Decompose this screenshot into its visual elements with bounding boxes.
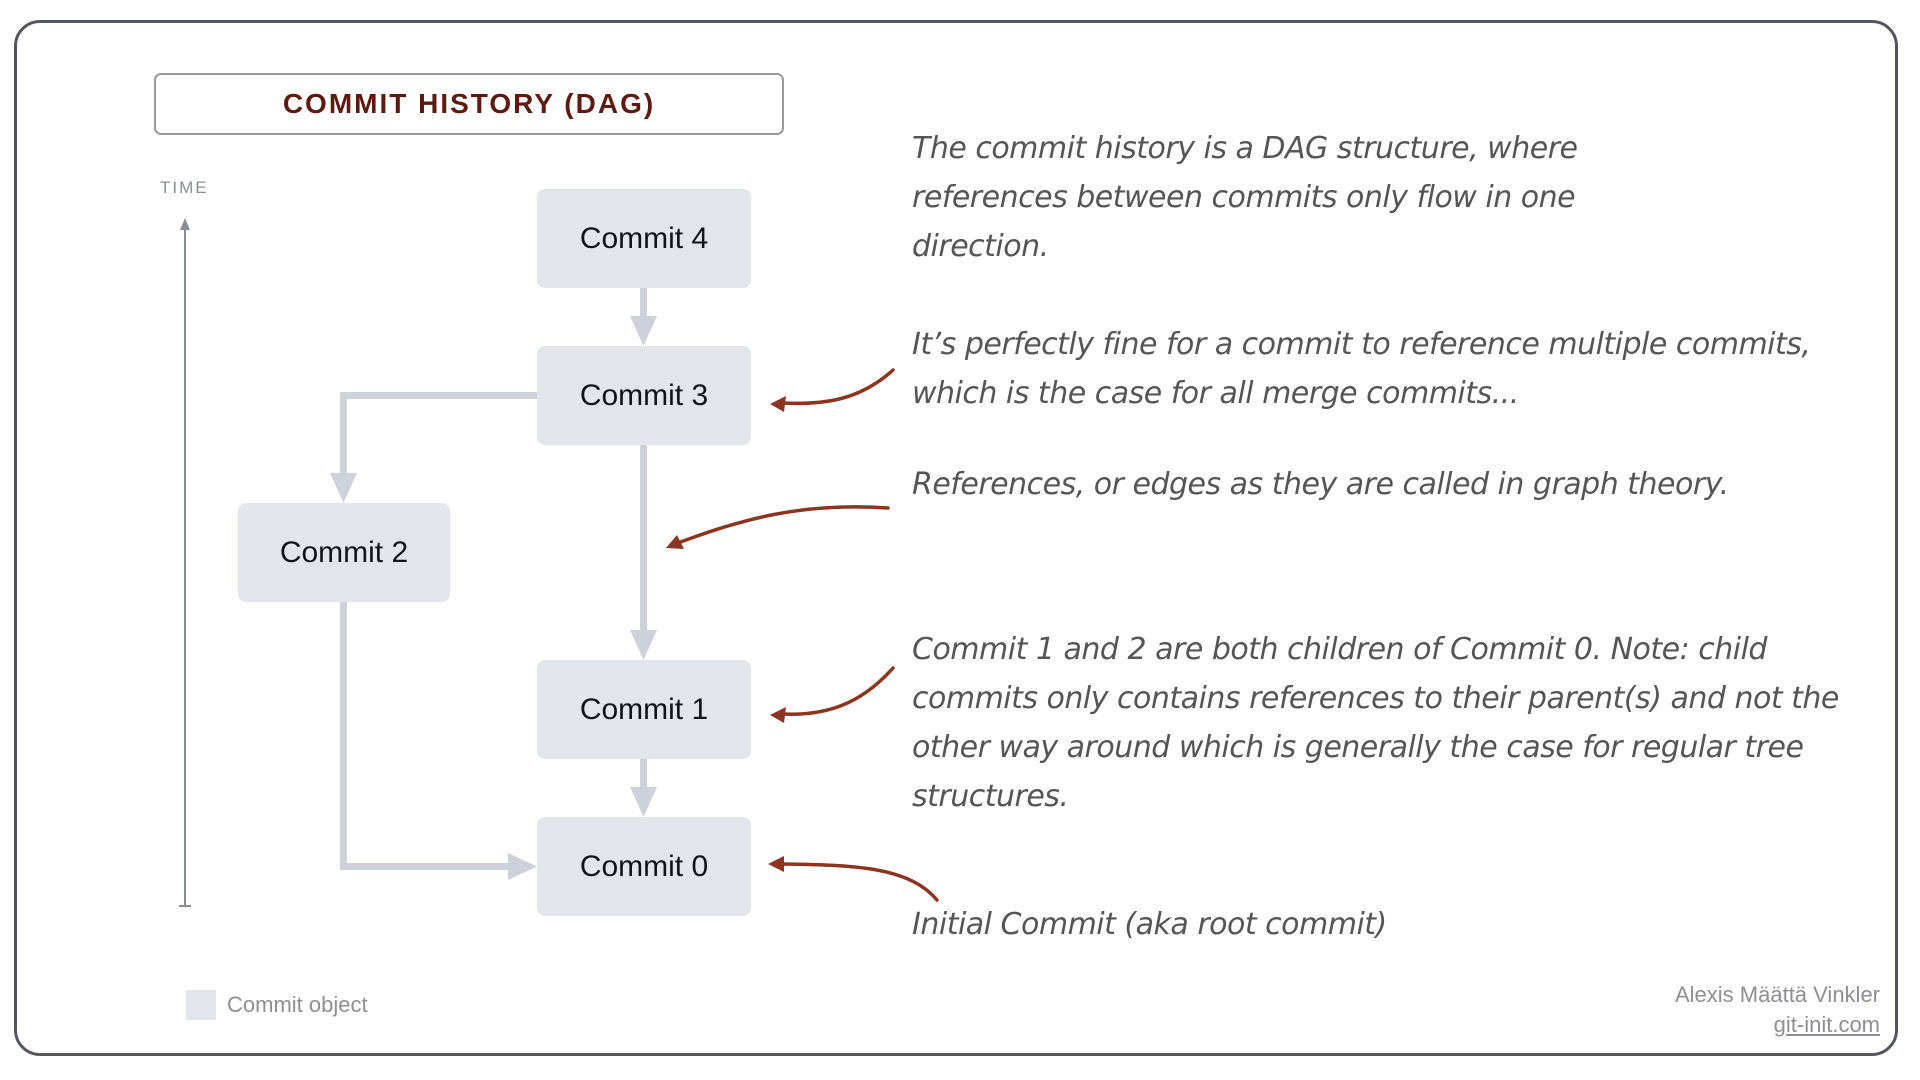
page-title: COMMIT HISTORY (DAG) xyxy=(282,88,656,119)
commit-label: Commit 4 xyxy=(579,221,709,255)
annotation-children: Commit 1 and 2 are both children of Commit 0. Note: child commits only contains references to their parent(s) and not the other way around which is generally the case for regular tree structures. xyxy=(912,632,1839,814)
commit-label: Commit 3 xyxy=(579,378,709,412)
credit-site-link[interactable]: git-init.com xyxy=(1773,1012,1880,1037)
commit-node-2[interactable] xyxy=(238,503,450,602)
commit-node-1[interactable] xyxy=(537,660,751,759)
commit-node-4[interactable] xyxy=(537,189,751,288)
legend-commit-swatch xyxy=(186,990,216,1020)
credit-author: Alexis Määttä Vinkler xyxy=(1674,982,1880,1007)
annotation-dag: The commit history is a DAG structure, where references between commits only flow in one direction. xyxy=(912,131,1578,264)
commit-node-0[interactable] xyxy=(537,817,751,916)
annotation-root: Initial Commit (aka root commit) xyxy=(912,907,1387,942)
commit-label: Commit 2 xyxy=(279,535,409,569)
annotation-arrowheads xyxy=(666,396,786,872)
annotation-edges: References, or edges as they are called in graph theory. xyxy=(912,467,1729,502)
time-axis-arrow-icon xyxy=(179,218,191,906)
annotation-merge: It’s perfectly fine for a commit to reference multiple commits, which is the case for all merge commits... xyxy=(912,327,1811,411)
commit-node-3[interactable] xyxy=(537,346,751,445)
commit-label: Commit 1 xyxy=(579,692,709,726)
time-axis-label: TIME xyxy=(160,178,209,197)
legend-commit-label: Commit object xyxy=(227,992,368,1017)
commit-label: Commit 0 xyxy=(579,849,709,883)
